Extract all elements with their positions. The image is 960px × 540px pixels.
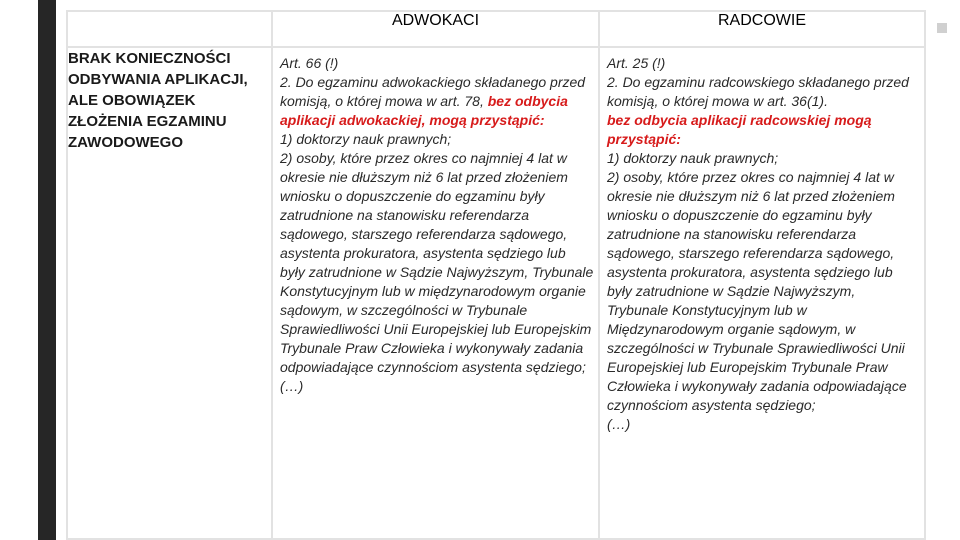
radcowie-highlight: bez odbycia aplikacji radcowskiej mogą przystąpić: xyxy=(607,112,872,147)
adwokaci-highlight: bez odbycia aplikacji adwokackiej, mogą przystąpić: xyxy=(280,93,568,128)
adwokaci-intro: 2. Do egzaminu adwokackiego składanego przed komisją, o której mowa w art. 78, xyxy=(280,74,586,109)
corner-square-decoration xyxy=(937,23,947,33)
header-empty xyxy=(67,11,272,47)
header-adwokaci: ADWOKACI xyxy=(272,11,599,47)
adwokaci-paragraph xyxy=(280,73,594,130)
row-label: BRAK KONIECZNOŚCI ODBYWANIA APLIKACJI, ALE OBOWIĄZEK ZŁOŻENIA EGZAMINU ZAWODOWEGO xyxy=(67,47,272,539)
radcowie-ellipsis: (…) xyxy=(607,416,631,432)
radcowie-paragraph: 2. Do egzaminu radcowskiego składanego przed komisją, o której mowa w art. 36(1). xyxy=(607,74,909,109)
cell-adwokaci xyxy=(272,47,599,539)
radcowie-point-2: 2) osoby, które przez okres co najmniej 4 lat w okresie nie dłuższym niż 6 lat przed złożeniem wniosku o dopuszczenie do egzaminu były zatrudnione na stanowisku referendarza sądowego, starszego referendarza sądowego, asystenta prokuratora, asystenta sędziego lub były zatrudnione w Sądzie Najwyższym, Trybunale Konstytucyjnym lub w Międzynarodowym organie sądowym, w szczególności w Trybunale Sprawiedliwości Unii Europejskiej lub Europejskim Trybunale Praw Człowieka i wykonywały zadania odpowiadające czynnościom asystenta sędziego; xyxy=(607,169,907,413)
adwokaci-point-2: 2) osoby, które przez okres co najmniej 4 lat w okresie nie dłuższym niż 6 lat przed złożeniem wniosku o dopuszczenie do egzaminu były zatrudnione na stanowisku referendarza sądowego, starszego referendarza sądowego, asystenta prokuratora, asystenta sędziego lub były zatrudnione w Sądzie Najwyższym, Trybunale Konstytucyjnym lub w międzynarodowym organie sądowym, w szczególności w Trybunale Sprawiedliwości Unii Europejskiej lub Europejskim Trybunale Praw Człowieka i wykonywały zadania odpowiadające czynnościom asystenta sędziego; xyxy=(280,150,594,375)
adwokaci-ellipsis: (…) xyxy=(280,378,304,394)
content-row xyxy=(67,47,925,539)
radcowie-point-1: 1) doktorzy nauk prawnych; xyxy=(607,150,779,166)
adwokaci-article: Art. 66 (!) xyxy=(280,55,339,71)
comparison-table xyxy=(66,10,926,540)
left-decorative-bar xyxy=(38,0,56,540)
header-row xyxy=(67,11,925,47)
cell-radcowie xyxy=(599,47,925,539)
radcowie-article: Art. 25 (!) xyxy=(607,55,666,71)
header-radcowie: RADCOWIE xyxy=(599,11,925,47)
adwokaci-point-1: 1) doktorzy nauk prawnych; xyxy=(280,131,452,147)
